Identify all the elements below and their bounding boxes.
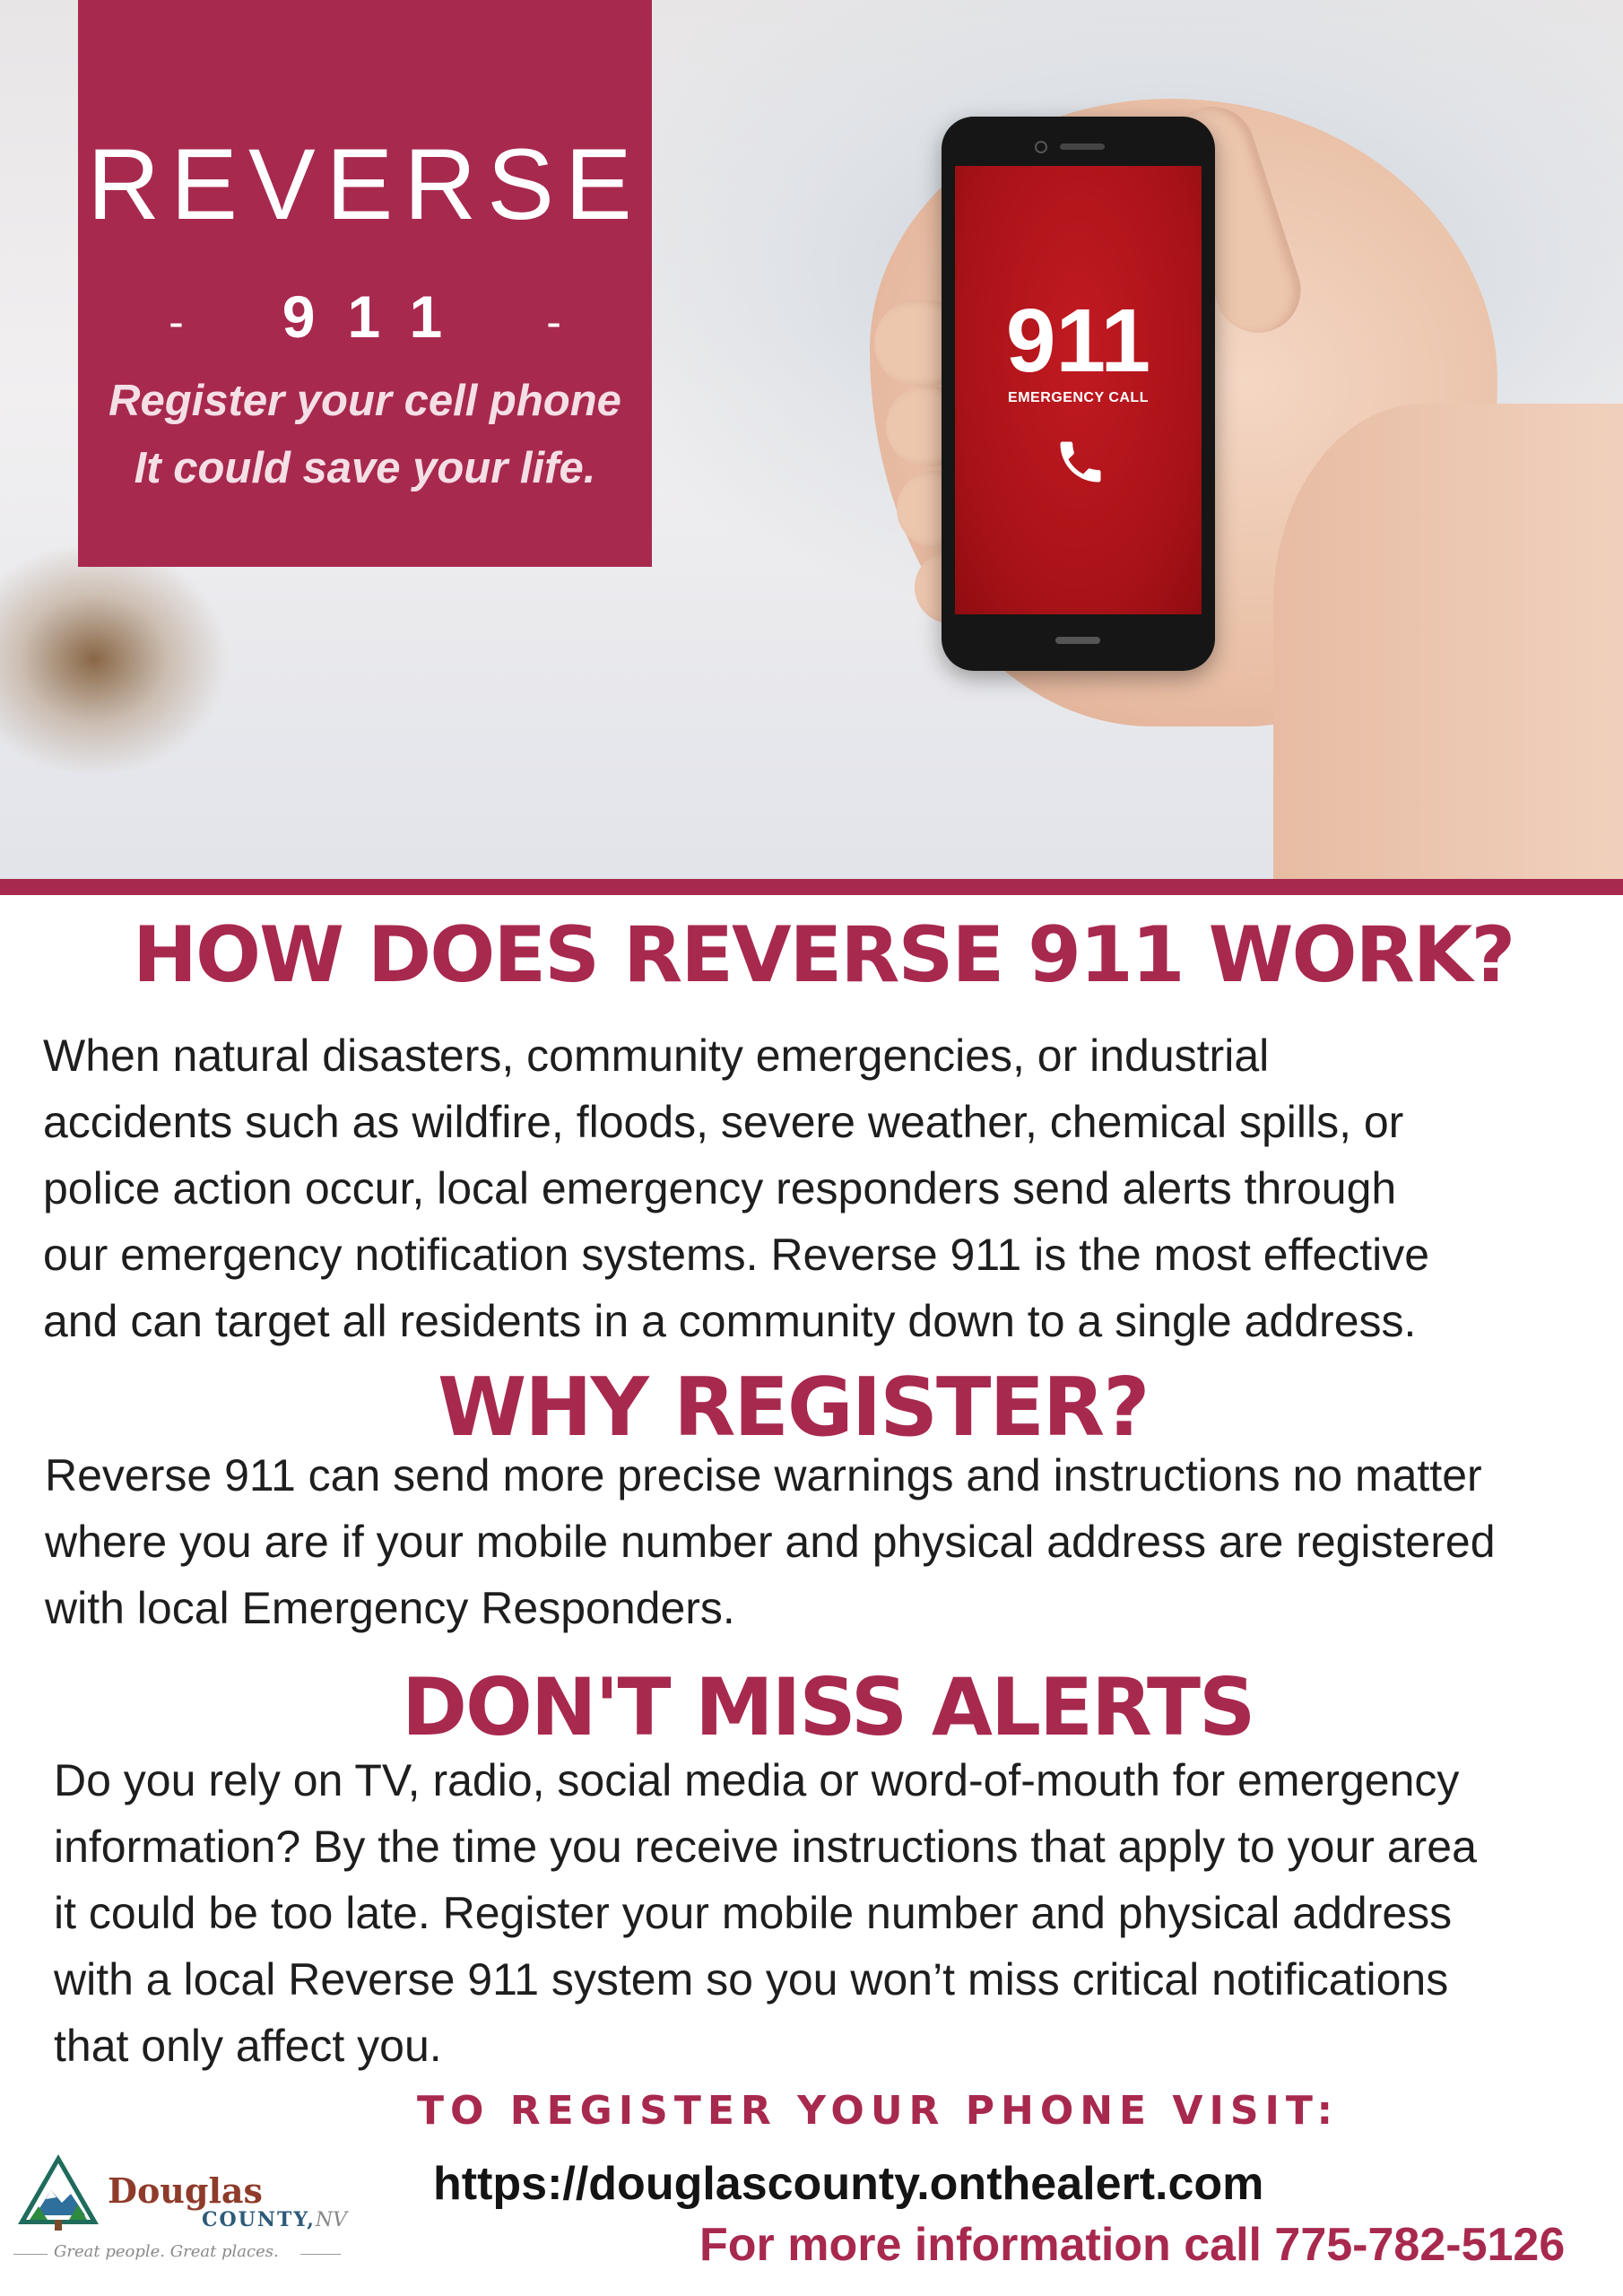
register-cta-label: TO REGISTER YOUR PHONE VISIT: [417, 2088, 1340, 2134]
info-phone-link[interactable]: For more information call 775-782-5126 [699, 2219, 1566, 2271]
paragraph-line: accidents such as wildfire, floods, severe weather, chemical spills, or [43, 1097, 1404, 1147]
paragraph-line: our emergency notification systems. Reverse 911 is the most effective [43, 1230, 1430, 1280]
phone-screen-subtitle: EMERGENCY CALL [1008, 390, 1149, 405]
paragraph-line: police action occur, local emergency responders send alerts through [43, 1163, 1397, 1213]
hero-tagline [78, 368, 652, 502]
paragraph-line: with local Emergency Responders. [45, 1583, 735, 1633]
paragraph-line: where you are if your mobile number and physical address are registered [45, 1517, 1496, 1567]
hero-dash-right: - [546, 296, 561, 347]
paragraph-line: information? By the time you receive instructions that apply to your area [54, 1822, 1477, 1872]
hero-tagline-line: Register your cell phone [108, 377, 621, 425]
hero-number-digits: 911 [282, 283, 475, 350]
section-paragraph [43, 1022, 1429, 1354]
logo-motto: Great people. Great places. [54, 2242, 279, 2261]
phone-screen [955, 166, 1202, 614]
phone-image [942, 117, 1215, 671]
paragraph-line: that only affect you. [54, 2021, 442, 2071]
mountain-tree-icon [13, 2152, 112, 2233]
section-divider [0, 879, 1623, 895]
section-paragraph [54, 1747, 1477, 2079]
section-heading: DON'T MISS ALERTS [402, 1661, 1254, 1753]
logo-county [202, 2208, 347, 2231]
section-paragraph [45, 1442, 1496, 1641]
title-panel [78, 0, 652, 567]
phone-screen-number: 911 [1005, 291, 1151, 391]
logo-state: NV [315, 2209, 348, 2231]
hero-tagline-line: It could save your life. [134, 444, 596, 492]
logo-rule [13, 2254, 48, 2255]
paragraph-line: When natural disasters, community emergencies, or industrial [43, 1031, 1270, 1081]
paragraph-line: and can target all residents in a community down to a single address. [43, 1296, 1417, 1346]
hero-dash-left: - [169, 296, 184, 347]
phone-camera [1035, 141, 1047, 153]
section-heading: HOW DOES REVERSE 911 WORK? [133, 910, 1515, 1000]
register-url-link[interactable]: https://douglascounty.onthealert.com [433, 2158, 1264, 2210]
hand-wrist-image [1273, 404, 1623, 879]
logo-rule [300, 2254, 341, 2255]
logo-county-word: COUNTY, [202, 2208, 316, 2231]
paragraph-line: Do you rely on TV, radio, social media or word-of-mouth for emergency [54, 1755, 1460, 1805]
section-heading: WHY REGISTER? [438, 1361, 1149, 1455]
logo-name: Douglas [108, 2170, 263, 2211]
paragraph-line: with a local Reverse 911 system so you won’t miss critical notifications [54, 1954, 1449, 2005]
douglas-county-logo [13, 2152, 372, 2278]
paragraph-line: it could be too late. Register your mobile number and physical address [54, 1888, 1453, 1938]
paragraph-line: Reverse 911 can send more precise warnings and instructions no matter [45, 1450, 1482, 1500]
hero-number [78, 283, 652, 350]
hero-banner [0, 0, 1623, 879]
phone-handset-icon [1054, 435, 1107, 489]
phone-home-indicator [1055, 637, 1100, 644]
phone-speaker [1060, 144, 1105, 150]
hero-title: REVERSE [87, 128, 643, 240]
